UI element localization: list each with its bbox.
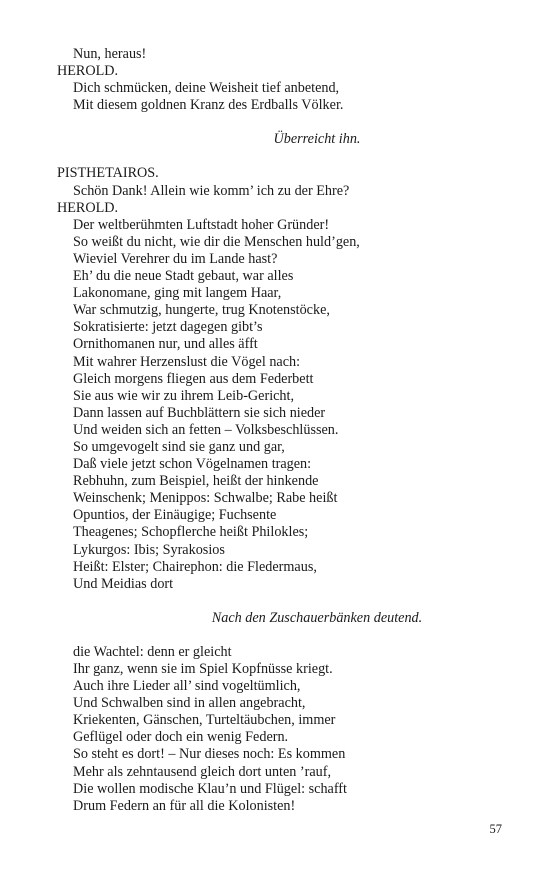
verse-line: Rebhuhn, zum Beispiel, heißt der hinkende bbox=[73, 473, 319, 490]
verse-line: Nun, heraus! bbox=[73, 46, 147, 62]
verse-line: Lakonomane, ging mit langem Haar, bbox=[73, 285, 282, 302]
verse-line: Mehr als zehntausend gleich dort unten ’rauf, bbox=[73, 763, 332, 780]
verse-line: Mit wahrer Herzenslust die Vögel nach: bbox=[73, 353, 301, 370]
page-number: 57 bbox=[489, 822, 502, 836]
verse-line: Gleich morgens fliegen aus dem Federbett bbox=[73, 370, 314, 387]
stage-direction: Überreicht ihn. bbox=[273, 131, 361, 148]
stage-direction: Nach den Zuschauerbänken deutend. bbox=[211, 609, 423, 626]
verse-line: Mit diesem goldnen Kranz des Erdballs Völker. bbox=[73, 97, 344, 114]
verse-line: Heißt: Elster; Chairephon: die Fledermaus, bbox=[73, 558, 317, 575]
verse-line: Drum Federn an für all die Kolonisten! bbox=[73, 797, 296, 814]
verse-line: War schmutzig, hungerte, trug Knotenstöcke, bbox=[73, 302, 330, 319]
verse-line: Kriekenten, Gänschen, Turteltäubchen, immer bbox=[73, 712, 336, 729]
speaker-name: HEROLD. bbox=[57, 63, 119, 80]
verse-line: Ihr ganz, wenn sie im Spiel Kopfnüsse kriegt. bbox=[73, 661, 333, 677]
verse-line: Daß viele jetzt schon Vögelnamen tragen: bbox=[73, 456, 312, 473]
verse-line: Theagenes; Schopflerche heißt Philokles; bbox=[73, 524, 309, 541]
verse-line: So weißt du nicht, wie dir die Menschen huld’gen, bbox=[73, 233, 360, 250]
verse-line: Auch ihre Lieder all’ sind vogeltümlich, bbox=[73, 678, 301, 695]
verse-line: die Wachtel: denn er gleicht bbox=[73, 643, 232, 660]
verse-line: Sie aus wie wir zu ihrem Leib-Gericht, bbox=[73, 387, 295, 404]
verse-line: Opuntios, der Einäugige; Fuchsente bbox=[73, 507, 277, 524]
verse-line: So steht es dort! – Nur dieses noch: Es kommen bbox=[73, 746, 346, 763]
verse-line: So umgevogelt sind sie ganz und gar, bbox=[73, 438, 285, 455]
speaker-name: PISTHETAIROS. bbox=[57, 165, 159, 182]
verse-line: Lykurgos: Ibis; Syrakosios bbox=[73, 541, 225, 558]
verse-line: Die wollen modische Klau’n und Flügel: schafft bbox=[73, 780, 347, 797]
verse-line: Dann lassen auf Buchblättern sie sich nieder bbox=[73, 404, 326, 421]
verse-line: Ornithomanen nur, und alles äfft bbox=[73, 336, 258, 353]
verse-line: Schön Dank! Allein wie komm’ ich zu der Ehre? bbox=[73, 182, 350, 199]
play-text bbox=[57, 46, 517, 815]
verse-line: Geflügel oder doch ein wenig Federn. bbox=[73, 729, 289, 746]
verse-line: Der weltberühmten Luftstadt hoher Gründer! bbox=[73, 216, 330, 233]
verse-line: Dich schmücken, deine Weisheit tief anbetend, bbox=[73, 80, 340, 97]
verse-line: Und Schwalben sind in allen angebracht, bbox=[73, 695, 306, 712]
verse-line: Und weiden sich an fetten – Volksbeschlüssen. bbox=[73, 421, 339, 438]
speaker-name: HEROLD. bbox=[57, 199, 119, 216]
verse-line: Wieviel Verehrer du im Lande hast? bbox=[73, 250, 278, 267]
verse-line: Und Meidias dort bbox=[73, 575, 174, 592]
verse-line: Eh’ du die neue Stadt gebaut, war alles bbox=[73, 268, 294, 285]
verse-line: Weinschenk; Menippos: Schwalbe; Rabe heißt bbox=[73, 490, 338, 507]
verse-line: Sokratisierte: jetzt dagegen gibt’s bbox=[73, 319, 263, 336]
